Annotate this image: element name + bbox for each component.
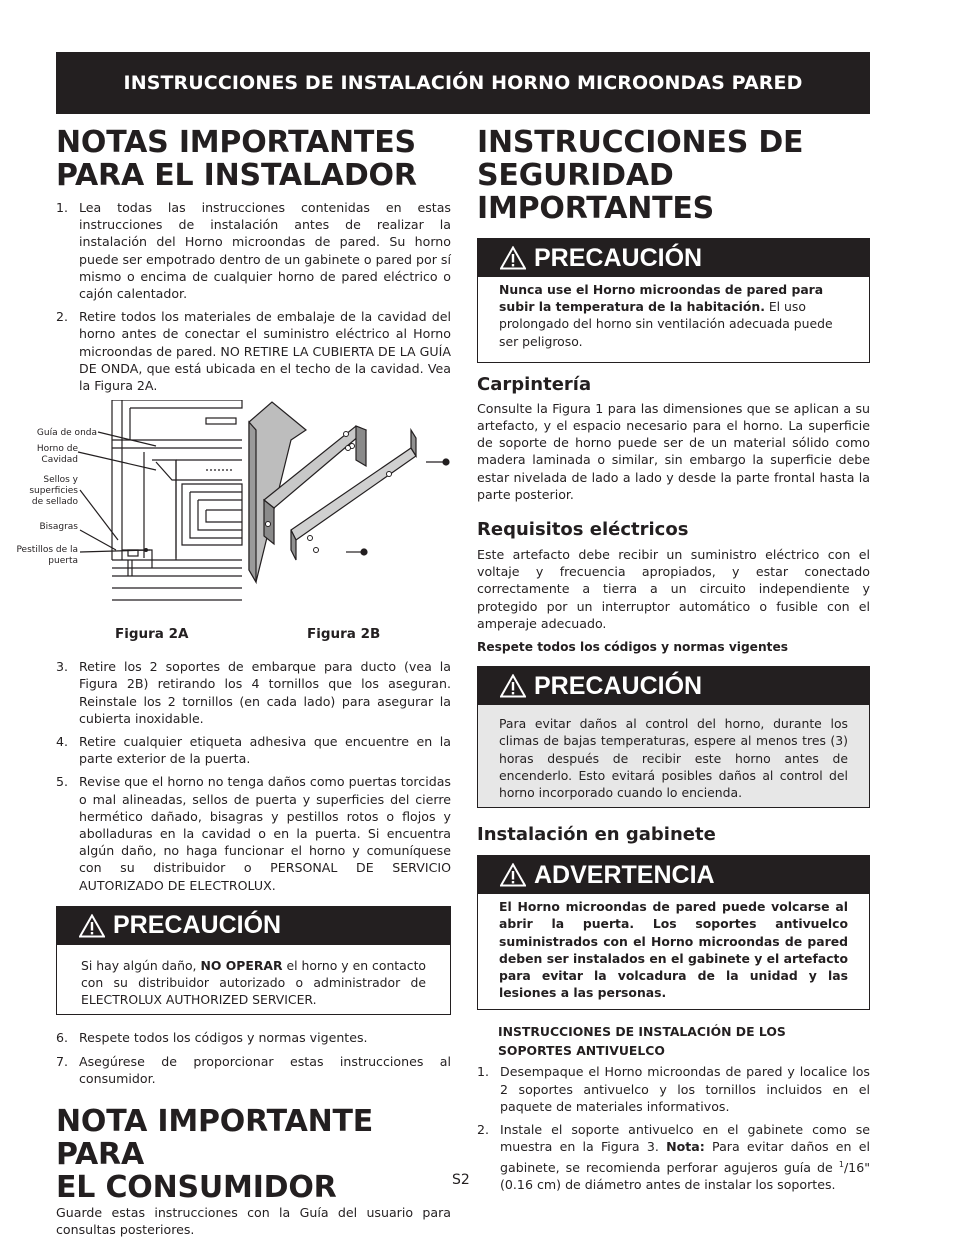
carpentry-heading: Carpintería xyxy=(477,373,592,395)
consumer-note-text: Guarde estas instrucciones con la Guía del usuario para consultas posteriores. xyxy=(56,1205,451,1238)
list-item: 3. Retire los 2 soportes de embarque para ducto (vea la Figura 2B) retirando los 4 tornillos que los aseguran. Reinstale los 2 tornillos (en cada lado) para asegurar la cubierta inoxidable. xyxy=(56,659,451,726)
list-item: 1. Desempaque el Horno microondas de pared y localice los 2 soportes antivuelco y los tornillos incluidos en el paquete de materiales informativos. xyxy=(477,1064,870,1114)
safety-title: INSTRUCCIONES DE SEGURIDAD IMPORTANTES xyxy=(477,125,804,226)
caution-body: Para evitar daños al control del horno, durante los climas de bajas temperaturas, espere al menos tres (3) horas después de recibir este horno antes de encenderlo. Esto evitará posibles daños al control del horno incorporado cuando lo encienda. xyxy=(478,705,869,807)
warning-triangle-icon xyxy=(500,246,526,270)
page-number: S2 xyxy=(452,1172,470,1188)
electrical-text: Este artefacto debe recibir un suministro eléctrico con el voltaje y frecuencia apropiados, y estar conectado correctamente a tierra a un circuito independiente y protegido por un interruptor automático o fusible con el amperaje adecuado. xyxy=(477,547,870,631)
installer-notes-title: NOTAS IMPORTANTES PARA EL INSTALADOR xyxy=(56,125,417,193)
caution-box-damage xyxy=(56,906,451,1016)
page-banner: INSTRUCCIONES DE INSTALACIÓN HORNO MICROONDAS PARED xyxy=(56,52,870,114)
list-item: 5. Revise que el horno no tenga daños como puertas torcidas o mal alineadas, sellos de puerta y superficies del cierre hermético dañado, bisagras y pestillos rotos o flojos y abolladuras en la cavidad o en la puerta. Si encuentra algún daño, no haga funcionar el horno y comuníquese con su distribuidor o PERSONAL DE SERVICIO AUTORIZADO DE ELECTROLUX. xyxy=(56,774,451,893)
installer-list-c xyxy=(56,1029,451,1087)
label-hinges: Bisagras xyxy=(39,522,78,533)
figure-2b-caption: Figura 2B xyxy=(307,626,381,643)
installer-list-a xyxy=(56,199,451,394)
warning-body: El Horno microondas de pared puede volcarse al abrir la puerta. Los soportes antivuelco suministrados con el Horno microondas de pared deben ser instalados en el gabinete y el artefacto para evitar la volcadura de la unidad y las lesiones a las personas. xyxy=(478,894,869,1009)
warning-triangle-icon xyxy=(79,914,105,938)
antitip-heading: INSTRUCCIONES DE INSTALACIÓN DE LOS SOPORTES ANTIVUELCO xyxy=(498,1024,786,1059)
warning-header: ADVERTENCIA xyxy=(478,856,869,894)
antitip-list-2 xyxy=(477,1121,870,1193)
codes-note: Respete todos los códigos y normas vigentes xyxy=(477,640,788,655)
warning-box-tipping xyxy=(477,855,870,1010)
warning-triangle-icon xyxy=(500,674,526,698)
list-item: 7. Asegúrese de proporcionar estas instrucciones al consumidor. xyxy=(56,1053,451,1086)
label-seals: Sellos y superficies de sellado xyxy=(29,475,78,508)
warning-triangle-icon xyxy=(500,863,526,887)
caution-header: PRECAUCIÓN xyxy=(478,239,869,277)
caution-box-cold xyxy=(477,666,870,808)
caution-header: PRECAUCIÓN xyxy=(478,667,869,705)
list-item: 2. Retire todos los materiales de embalaje de la cavidad del horno antes de conectar el suministro eléctrico al Horno microondas de pared. NO RETIRE LA CUBIERTA DE LA GUÍA DE ONDA, que está ubicada en el techo de la cavidad. Vea la Figura 2A. xyxy=(56,309,451,394)
installer-list-b xyxy=(56,658,451,894)
cabinet-heading: Instalación en gabinete xyxy=(477,824,716,846)
electrical-heading: Requisitos eléctricos xyxy=(477,519,689,541)
label-latches: Pestillos de la puerta xyxy=(16,545,78,567)
list-item: 1. Lea todas las instrucciones contenidas en estas instrucciones de instalación antes de realizar la instalación del Horno microondas de pared. Su horno puede ser empotrado dentro de un gabinete o pared por sí mismo o encima de cualquier horno de pared eléctrico o cajón calentador. xyxy=(56,200,451,302)
caution-body: Si hay algún daño, NO OPERAR el horno y en contacto con su distribuidor autorizado o administrador de ELECTROLUX AUTHORIZED SERVICER. xyxy=(57,945,450,1015)
left-column xyxy=(16,125,451,1239)
list-item: 2. Instale el soporte antivuelco en el gabinete como se muestra en la Figura 3. Nota: Para evitar daños en el gabinete, se recomienda perforar agujeros guía de $^1$/16" (0.16 cm) de diámetro antes de instalar los soportes. xyxy=(477,1122,870,1192)
list-item: 6. Respete todos los códigos y normas vigentes. xyxy=(56,1030,368,1046)
oven-illustration xyxy=(56,400,451,610)
label-cavity: Horno de Cavidad xyxy=(36,444,78,466)
antitip-list xyxy=(477,1063,870,1115)
caution-body: Nunca use el Horno microondas de pared para subir la temperatura de la habitación. El uso prolongado del horno sin ventilación adecuada puede ser peligroso. xyxy=(478,277,869,362)
right-column xyxy=(477,126,870,1193)
figure-2a-caption: Figura 2A xyxy=(115,626,189,643)
carpentry-text: Consulte la Figura 1 para las dimensiones que se aplican a su artefacto, y el espacio necesario para el horno. La superficie de soporte de horno puede ser de un material sólido como madera laminada o similar, sin embargo la superficie debe estar nivelada de lado a lado y desde la parte frontal hasta la parte posterior. xyxy=(477,400,870,502)
list-item: 4. Retire cualquier etiqueta adhesiva que encuentre en la parte exterior de la puerta. xyxy=(56,734,451,767)
caution-header: PRECAUCIÓN xyxy=(57,907,450,945)
caution-box-heating xyxy=(477,238,870,363)
label-waveguide: Guía de onda xyxy=(36,428,97,439)
figure-2 xyxy=(16,400,451,648)
consumer-note-title: NOTA IMPORTANTE PARA EL CONSUMIDOR xyxy=(56,1104,374,1206)
